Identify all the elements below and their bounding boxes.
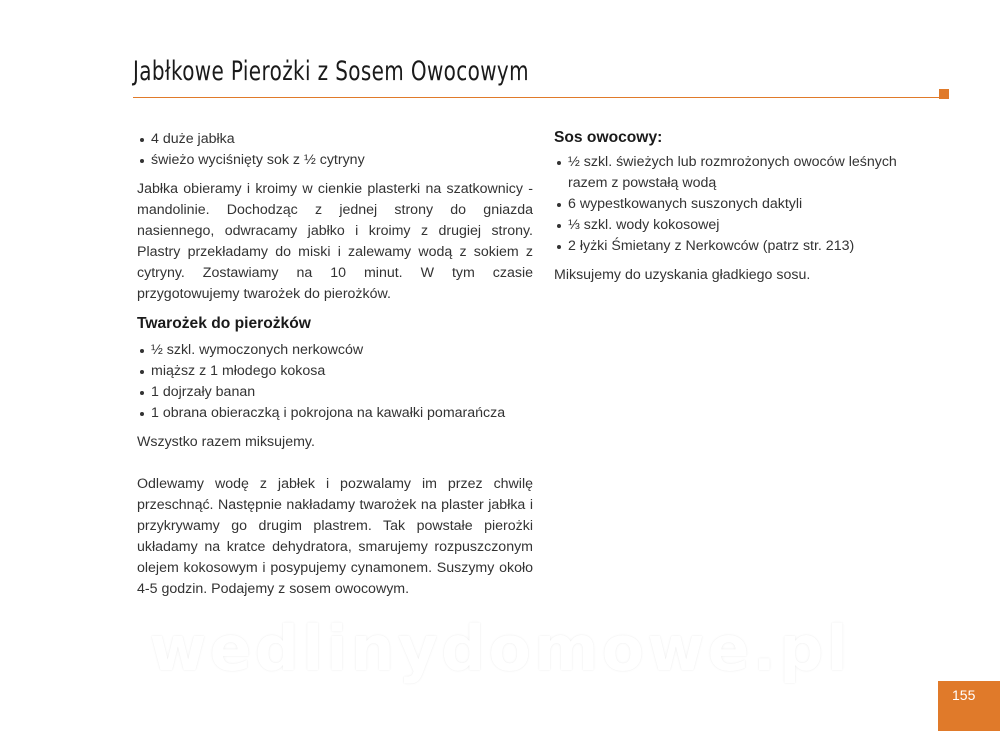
watermark: wedlinydomowe.pl bbox=[149, 612, 851, 685]
apple-preparation-text: Jabłka obieramy i kroimy w cienkie plasterki na szatkownicy - mandolinie. Dochodząc z jednej strony do gniazda nasiennego, odwracamy jabłko i kroimy z drugiej strony. Plastry przekładamy do miski i zalewamy wodą z sokiem z cytryny. Zostawiamy na 10 minut. W tym czasie przygotowujemy twarożek do pierożków. bbox=[137, 181, 533, 302]
list-item: świeżo wyciśnięty sok z ½ cytryny bbox=[137, 150, 533, 171]
filling-heading: Twarożek do pierożków bbox=[137, 315, 311, 332]
list-item: ⅓ szkl. wody kokosowej bbox=[554, 215, 924, 236]
left-column bbox=[137, 127, 533, 600]
list-item: miąższ z 1 młodego kokosa bbox=[137, 361, 533, 382]
list-item: 2 łyżki Śmietany z Nerkowców (patrz str. 213) bbox=[554, 236, 924, 257]
filling-ingredients-list bbox=[137, 340, 533, 424]
sauce-note: Miksujemy do uzyskania gładkiego sosu. bbox=[554, 267, 811, 283]
list-item: 1 dojrzały banan bbox=[137, 382, 533, 403]
right-column bbox=[554, 127, 924, 286]
divider-accent-square bbox=[939, 89, 949, 99]
sauce-heading: Sos owocowy: bbox=[554, 129, 663, 146]
filling-note: Wszystko razem miksujemy. bbox=[137, 434, 315, 450]
list-item: ½ szkl. świeżych lub rozmrożonych owoców leśnych razem z powstałą wodą bbox=[554, 152, 924, 194]
assembly-text: Odlewamy wodę z jabłek i pozwalamy im przez chwilę przeschnąć. Następnie nakładamy twarożek na plaster jabłka i przykrywamy go drugim plastrem. Tak powstałe pierożki układamy na kratce dehydratora, smarujemy rozpuszczonym olejem kokosowym i posypujemy cynamonem. Suszymy około 4-5 godzin. Podajemy z sosem owocowym. bbox=[137, 476, 533, 597]
list-item: 6 wypestkowanych suszonych daktyli bbox=[554, 194, 924, 215]
apple-ingredients-list bbox=[137, 129, 533, 171]
page-title: Jabłkowe Pierożki z Sosem Owocowym bbox=[133, 56, 529, 87]
sauce-ingredients-list bbox=[554, 152, 924, 257]
list-item: 4 duże jabłka bbox=[137, 129, 533, 150]
list-item: ½ szkl. wymoczonych nerkowców bbox=[137, 340, 533, 361]
list-item: 1 obrana obieraczką i pokrojona na kawałki pomarańcza bbox=[137, 403, 533, 424]
page-number: 155 bbox=[938, 681, 1000, 731]
title-divider bbox=[133, 97, 939, 98]
